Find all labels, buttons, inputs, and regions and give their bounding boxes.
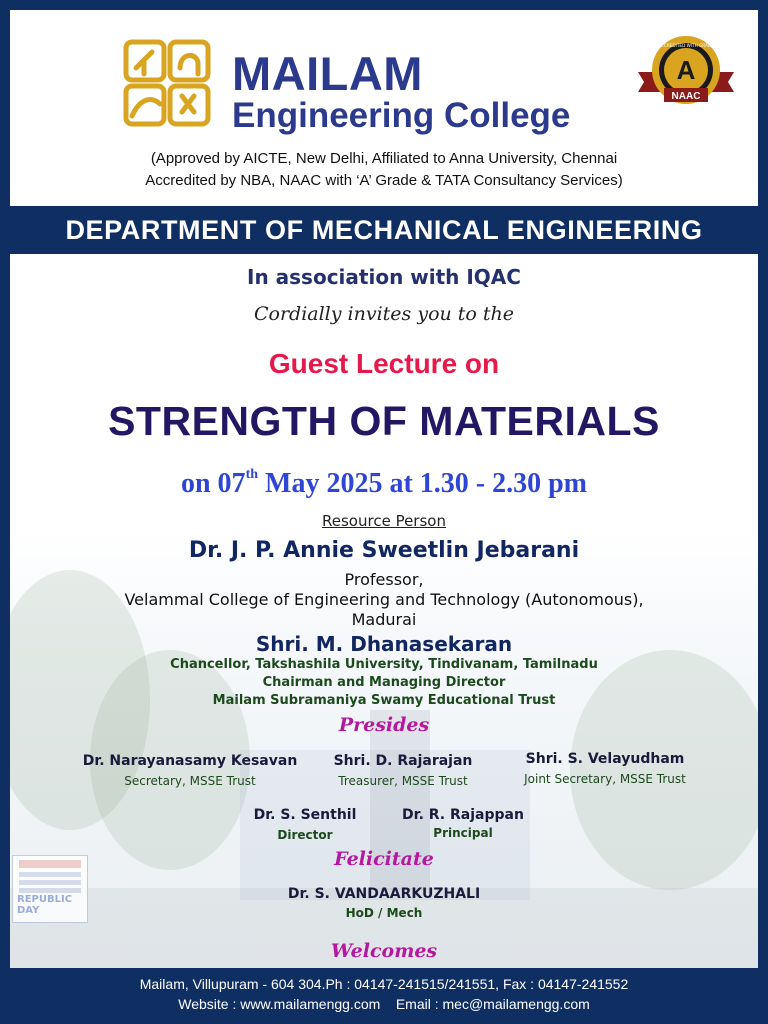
seal-grade: A	[676, 55, 696, 85]
felicitate-label: Felicitate	[334, 848, 434, 870]
treasurer-role: Treasurer, MSSE Trust	[338, 774, 468, 788]
chancellor-line-2: Chairman and Managing Director	[262, 675, 506, 690]
secretary-name: Dr. Narayanasamy Kesavan	[82, 753, 298, 769]
speaker-designation: Professor,	[344, 570, 424, 589]
speaker-city: Madurai	[351, 610, 417, 629]
event-type: Guest Lecture on	[268, 348, 500, 379]
naac-a-grade-seal-icon	[634, 32, 738, 110]
cordially-invites: Cordially invites you to the	[253, 303, 515, 325]
chancellor-line-1: Chancellor, Takshashila University, Tindivanam, Tamilnadu	[170, 657, 598, 672]
invitation-poster	[10, 10, 758, 968]
presides-label: Presides	[338, 714, 430, 736]
director-name: Dr. S. Senthil	[253, 807, 357, 823]
speaker-name: Dr. J. P. Annie Sweetlin Jebarani	[188, 538, 580, 563]
event-date	[10, 467, 758, 500]
association-line: In association with IQAC	[247, 265, 521, 289]
date-prefix: on 07	[180, 468, 246, 499]
date-rest: May 2025 at 1.30 - 2.30 pm	[258, 468, 587, 499]
date-suffix: th	[245, 467, 259, 482]
speaker-institution: Velammal College of Engineering and Technology (Autonomous),	[124, 590, 644, 609]
hod-role: HoD / Mech	[345, 906, 423, 920]
joint-secretary-role: Joint Secretary, MSSE Trust	[524, 772, 686, 786]
resource-person-heading: Resource Person	[322, 512, 446, 530]
department-banner	[10, 206, 758, 254]
welcomes-label: Welcomes	[330, 940, 438, 962]
approval-line-1: (Approved by AICTE, New Delhi, Affiliated to Anna University, Chennai	[150, 150, 618, 167]
treasurer-name: Shri. D. Rajarajan	[333, 753, 473, 769]
footer-address: Mailam, Villupuram - 604 304.Ph : 04147-241515/241551, Fax : 04147-241552	[139, 976, 629, 992]
secretary-role: Secretary, MSSE Trust	[124, 774, 256, 788]
college-name-line2: Engineering College	[232, 96, 571, 135]
republic-day-text: REPUBLIC DAY	[17, 894, 73, 916]
principal-role: Principal	[433, 826, 493, 840]
chancellor-name: Shri. M. Dhanasekaran	[255, 632, 513, 656]
hod-name: Dr. S. VANDAARKUZHALI	[287, 886, 481, 902]
seal-band-text: NAAC	[671, 91, 701, 102]
seal-ring-text: ACCREDITED WITH GRADE	[658, 43, 714, 48]
director-role: Director	[277, 828, 333, 842]
principal-name: Dr. R. Rajappan	[402, 807, 524, 823]
joint-secretary-name: Shri. S. Velayudham	[525, 751, 685, 767]
approval-line-2: Accredited by NBA, NAAC with ‘A’ Grade & TATA Consultancy Services)	[145, 172, 623, 189]
footer-contact: Website : www.mailamengg.com Email : mec@mailamengg.com	[178, 996, 590, 1012]
department-title: DEPARTMENT OF MECHANICAL ENGINEERING	[65, 215, 703, 245]
college-name-line1: MAILAM	[232, 47, 423, 100]
college-logo-icon	[122, 38, 212, 128]
chancellor-line-3: Mailam Subramaniya Swamy Educational Trust	[212, 693, 556, 708]
lecture-topic: STRENGTH OF MATERIALS	[108, 398, 660, 444]
